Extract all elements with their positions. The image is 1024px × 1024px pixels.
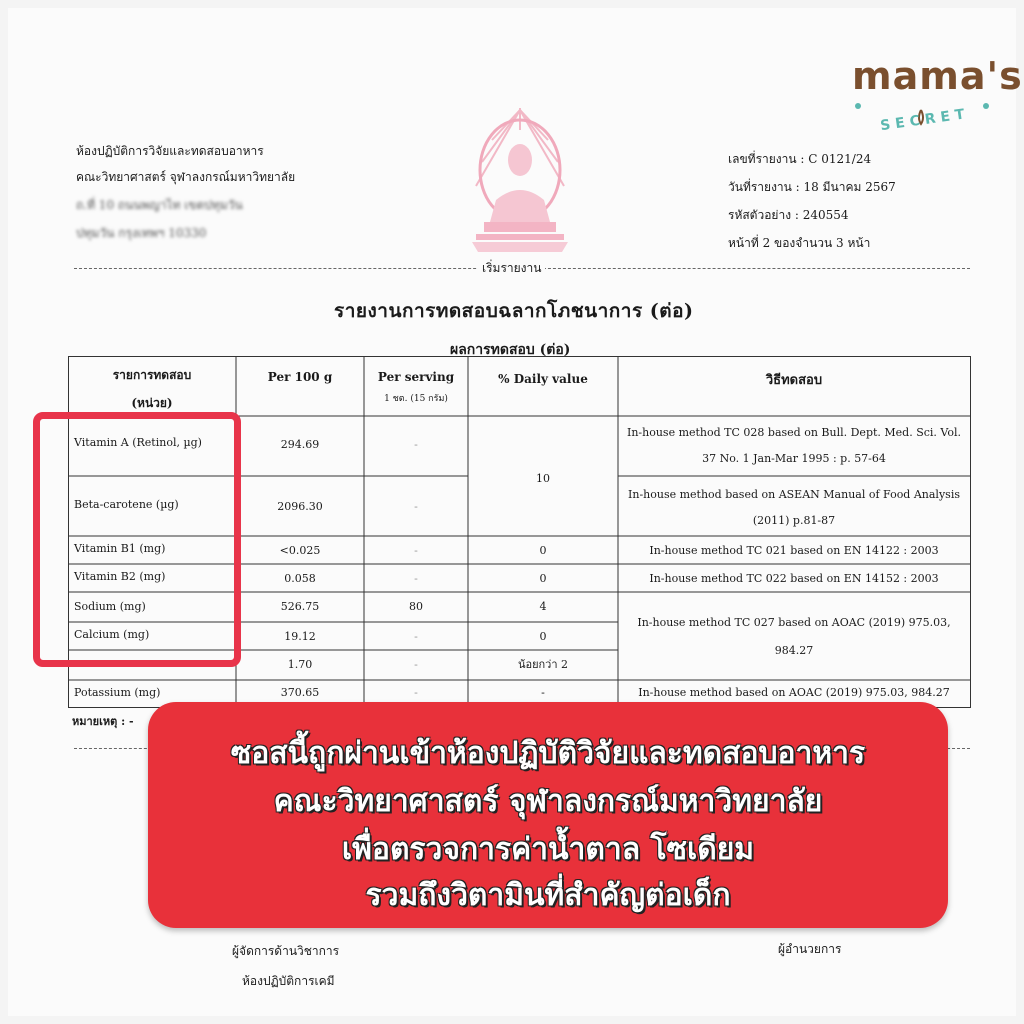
signatory-right-title: ผู้อำนวยการ: [778, 942, 842, 956]
vitamin-a-method-2: 37 No. 1 Jan-Mar 1995 : p. 57-64: [702, 452, 886, 465]
minerals-method-1: In-house method TC 027 based on AOAC (2019) 975.03,: [637, 616, 951, 629]
org-line-1: ห้องปฏิบัติการวิจัยและทดสอบอาหาร: [76, 144, 264, 158]
row-method: In-house method TC 021 based on EN 14122 : 2003: [649, 544, 939, 557]
banner-line-1: ซอสนี้ถูกผ่านเข้าห้องปฏิบัติวิจัยและทดสอบอาหาร: [230, 736, 866, 771]
header-method: วิธีทดสอบ: [765, 373, 823, 388]
row-method: In-house method based on AOAC (2019) 975.03, 984.27: [638, 686, 950, 699]
row-daily-value: 0: [539, 630, 547, 643]
row-daily-value: -: [541, 686, 545, 699]
row-daily-value: 4: [539, 600, 547, 613]
logo-subtext: SECRET: [879, 105, 971, 135]
row-per100: 370.65: [280, 686, 320, 699]
row-serving: -: [414, 544, 418, 557]
row-serving: -: [414, 572, 418, 585]
row-serving: -: [414, 630, 418, 643]
report-title: รายงานการทดสอบฉลากโภชนาการ (ต่อ): [334, 300, 694, 322]
promo-banner: [148, 702, 948, 928]
row-method: In-house method TC 022 based on EN 14152 : 2003: [649, 572, 939, 585]
row-serving: -: [414, 500, 418, 513]
row-item: Potassium (mg): [74, 686, 161, 699]
row-serving: -: [414, 438, 418, 451]
banner-line-2: คณะวิทยาศาสตร์ จุฬาลงกรณ์มหาวิทยาลัย: [273, 784, 823, 819]
row-per100: 0.058: [284, 572, 316, 585]
signatory-left-title: ผู้จัดการด้านวิชาการ: [232, 944, 340, 958]
header-serving-sub: 1 ชต. (15 กรัม): [384, 394, 448, 404]
row-per100: 294.69: [280, 438, 320, 451]
header-item: รายการทดสอบ: [112, 368, 192, 382]
banner-line-4: รวมถึงวิตามินที่สำคัญต่อเด็ก: [365, 878, 731, 913]
university-emblem: [462, 100, 578, 260]
row-daily-value: 0: [539, 544, 547, 557]
row-daily-value: 0: [539, 572, 547, 585]
row-item: Sodium (mg): [74, 600, 146, 613]
logo-wordmark: mama's: [852, 54, 1023, 98]
row-per100: 2096.30: [277, 500, 323, 513]
vitamin-a-method-1: In-house method TC 028 based on Bull. Dept. Med. Sci. Vol.: [626, 426, 961, 439]
vitamin-a-beta-dv: 10: [536, 472, 550, 485]
row-item: Calcium (mg): [74, 628, 150, 641]
header-daily-value: % Daily value: [498, 372, 588, 386]
report-date: วันที่รายงาน : 18 มีนาคม 2567: [728, 180, 896, 194]
row-serving: 80: [409, 600, 423, 613]
row-per100: <0.025: [279, 544, 321, 557]
row-serving: -: [414, 658, 418, 671]
highlight-frame: [33, 412, 241, 667]
row-item: Beta-carotene (µg): [74, 498, 179, 511]
row-item: Vitamin B1 (mg): [74, 542, 166, 555]
beta-method-1: In-house method based on ASEAN Manual of Food Analysis: [628, 488, 960, 501]
page-indicator: หน้าที่ 2 ของจำนวน 3 หน้า: [728, 236, 871, 250]
org-line-2: คณะวิทยาศาสตร์ จุฬาลงกรณ์มหาวิทยาลัย: [76, 170, 296, 184]
row-per100: 1.70: [287, 658, 313, 671]
signatory-left-dept: ห้องปฏิบัติการเคมี: [242, 974, 335, 988]
row-item: Vitamin A (Retinol, µg): [74, 436, 202, 449]
header-item-unit: (หน่วย): [131, 396, 173, 410]
row-serving: -: [414, 686, 418, 699]
results-subtitle: ผลการทดสอบ (ต่อ): [450, 342, 571, 358]
row-per100: 19.12: [284, 630, 316, 643]
header-per100: Per 100 g: [267, 370, 333, 384]
brand-logo: [846, 48, 1023, 148]
beta-method-2: (2011) p.81-87: [752, 514, 836, 527]
minerals-method-2: 984.27: [774, 644, 814, 657]
row-daily-value: น้อยกว่า 2: [517, 658, 569, 671]
row-per100: 526.75: [280, 600, 320, 613]
header-serving: Per serving: [377, 370, 455, 384]
start-label: เริ่มรายงาน: [478, 259, 545, 278]
table-note: หมายเหตุ : -: [72, 715, 134, 728]
banner-line-3: เพื่อตรวจการค่าน้ำตาล โซเดียม: [341, 832, 755, 867]
org-line-3: ถ.ที่ 10 ถนนพญาไท เขตปทุมวัน: [76, 198, 243, 212]
report-number: เลขที่รายงาน : C 0121/24: [728, 152, 872, 166]
row-item: Vitamin B2 (mg): [74, 570, 166, 583]
org-line-4: ปทุมวัน กรุงเทพฯ 10330: [76, 226, 207, 240]
sample-code: รหัสตัวอย่าง : 240554: [728, 208, 849, 222]
